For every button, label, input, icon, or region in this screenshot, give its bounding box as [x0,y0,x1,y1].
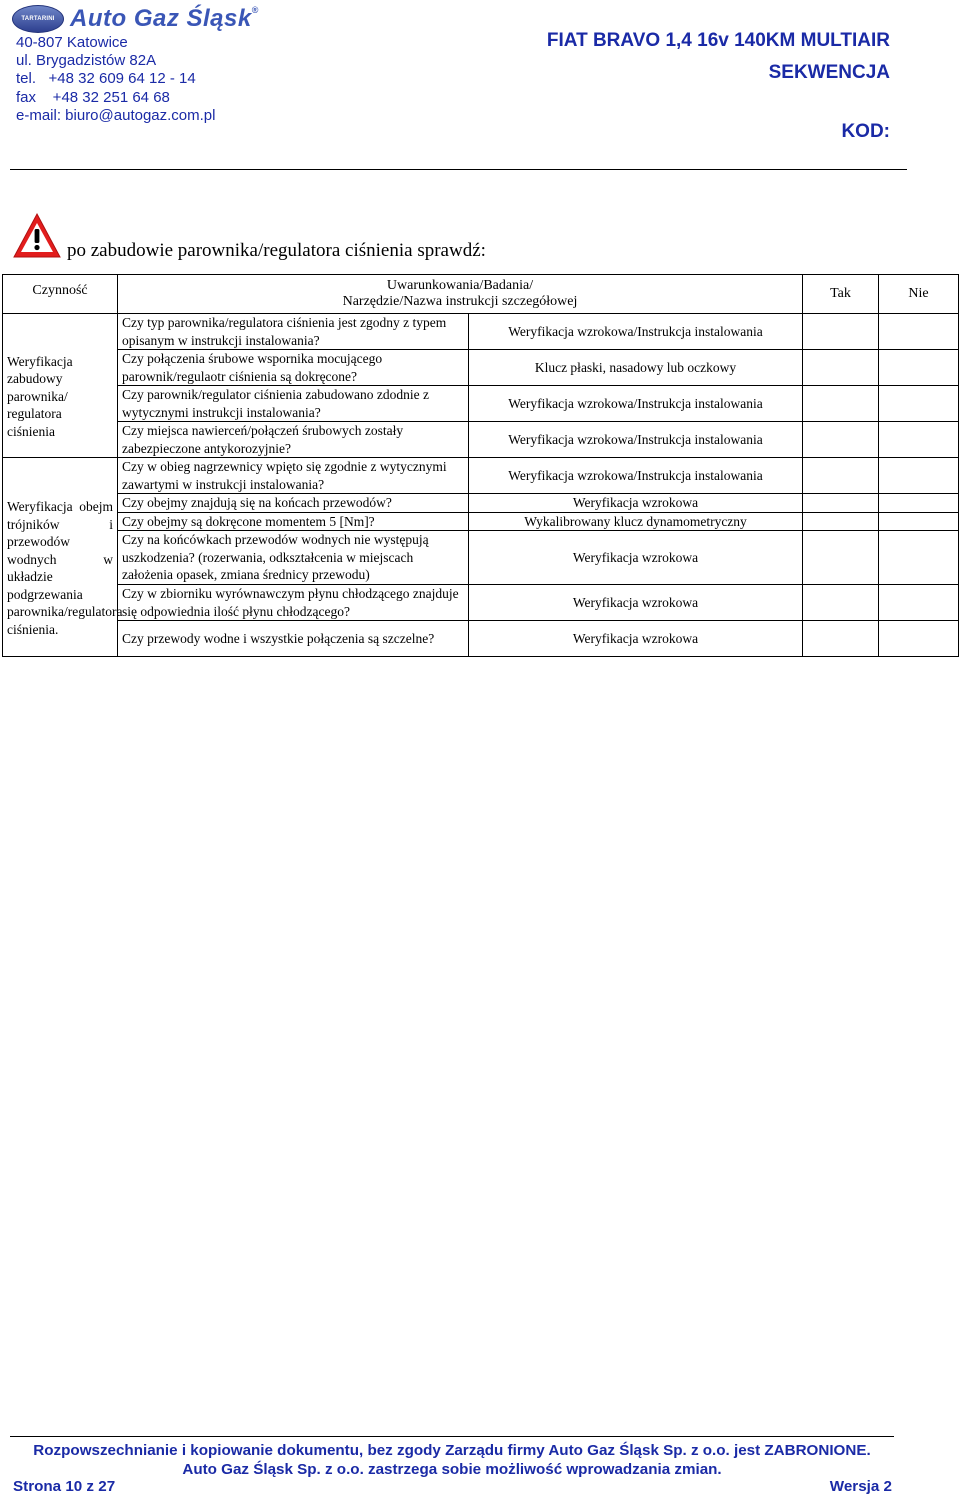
question-cell: Czy parownik/regulator ciśnienia zabudowano zdodnie z wytycznymi instrukcji instalowania? [118,386,469,422]
logo-badge: TARTARINI [12,5,64,33]
table-row [3,386,959,422]
nie-cell[interactable] [879,494,959,513]
question-cell: Czy na końcówkach przewodów wodnych nie występują uszkodzenia? (rozerwania, odkształcenia w miejscach założenia opasek, zmiana średnicy przewodu) [118,531,469,585]
footer-divider [10,1436,894,1437]
footer-copyright: Rozpowszechnianie i kopiowanie dokumentu, bez zgody Zarządu firmy Auto Gaz Śląsk Sp. z o.o. jest ZABRONIONE. [33,1442,871,1459]
tool-cell: Wykalibrowany klucz dynamometryczny [469,512,803,531]
tool-cell: Weryfikacja wzrokowa/Instrukcja instalowania [469,458,803,494]
nie-cell[interactable] [879,422,959,458]
nie-cell[interactable] [879,350,959,386]
table-row [3,422,959,458]
nie-cell[interactable] [879,512,959,531]
group-activity-2: Weryfikacja obejm trójników i przewodów wodnych w układzie podgrzewania parownika/regulatora ciśnienia. [3,458,118,657]
address-line: 40-807 Katowice [16,34,128,51]
question-cell: Czy obejmy są dokręcone momentem 5 [Nm]? [118,512,469,531]
table-row [3,458,959,494]
question-cell: Czy obejmy znajdują się na końcach przewodów? [118,494,469,513]
question-cell: Czy w obieg nagrzewnicy wpięto się zgodnie z wytycznymi zawartymi w instrukcji instalowania? [118,458,469,494]
address-line: tel. +48 32 609 64 12 - 14 [16,70,196,88]
footer-notice: Auto Gaz Śląsk Sp. z o.o. zastrzega sobie możliwość wprowadzania zmian. [182,1461,722,1478]
vehicle-title: FIAT BRAVO 1,4 16v 140KM MULTIAIR [546,30,890,51]
address-line: e-mail: biuro@autogaz.com.pl [16,106,216,124]
tak-cell[interactable] [803,512,879,531]
tak-cell[interactable] [803,531,879,585]
tak-cell[interactable] [803,621,879,657]
nie-cell[interactable] [879,531,959,585]
header-divider [10,169,907,170]
table-row [3,531,959,585]
table-row [3,621,959,657]
nie-cell[interactable] [879,621,959,657]
tool-cell: Weryfikacja wzrokowa [469,531,803,585]
tak-cell[interactable] [803,585,879,621]
table-header-row [3,275,959,314]
header-tak: Tak [803,275,879,314]
table-row [3,314,959,350]
section-title: po zabudowie parownika/regulatora ciśnienia sprawdź: [67,240,486,261]
tak-cell[interactable] [803,422,879,458]
header-czynnosc: Czynność [3,275,118,314]
question-cell: Czy w zbiorniku wyrównawczym płynu chłodzącego znajduje się odpowiednia ilość płynu chłodzącego? [118,585,469,621]
logo-text: Auto Gaz Śląsk® [70,5,259,32]
document-subtitle: SEKWENCJA [768,62,890,83]
table-row [3,494,959,513]
tool-cell: Weryfikacja wzrokowa/Instrukcja instalowania [469,422,803,458]
tool-cell: Klucz płaski, nasadowy lub oczkowy [469,350,803,386]
tak-cell[interactable] [803,314,879,350]
document-header-right [547,30,890,143]
nie-cell[interactable] [879,458,959,494]
document-version: Wersja 2 [829,1478,892,1495]
nie-cell[interactable] [879,585,959,621]
tool-cell: Weryfikacja wzrokowa/Instrukcja instalowania [469,386,803,422]
page-number: Strona 10 z 27 [13,1478,116,1495]
table-row [3,512,959,531]
nie-cell[interactable] [879,314,959,350]
question-cell: Czy miejsca nawierceń/połączeń śrubowych zostały zabezpieczone antykorozyjnie? [118,422,469,458]
tool-cell: Weryfikacja wzrokowa/Instrukcja instalowania [469,314,803,350]
warning-triangle-icon [12,211,62,261]
tak-cell[interactable] [803,458,879,494]
company-address [16,34,215,125]
header-uwarunkowania: Uwarunkowania/Badania/ Narzędzie/Nazwa instrukcji szczegółowej [118,275,803,314]
tool-cell: Weryfikacja wzrokowa [469,585,803,621]
header-nie: Nie [879,275,959,314]
tool-cell: Weryfikacja wzrokowa [469,621,803,657]
question-cell: Czy przewody wodne i wszystkie połączenia są szczelne? [118,621,469,657]
company-logo [12,4,259,34]
question-cell: Czy typ parownika/regulatora ciśnienia jest zgodny z typem opisanym w instrukcji instalowania? [118,314,469,350]
tool-cell: Weryfikacja wzrokowa [469,494,803,513]
address-line: fax +48 32 251 64 68 [16,88,170,106]
checklist-table [2,274,959,657]
group-activity-1: Weryfikacja zabudowy parownika/ regulatora ciśnienia [3,314,118,458]
question-cell: Czy połączenia śrubowe wspornika mocującego parownik/regulaotr ciśnienia są dokręcone? [118,350,469,386]
table-row [3,585,959,621]
table-row [3,350,959,386]
address-line: ul. Brygadzistów 82A [16,52,157,70]
tak-cell[interactable] [803,494,879,513]
tak-cell[interactable] [803,350,879,386]
tak-cell[interactable] [803,386,879,422]
nie-cell[interactable] [879,386,959,422]
code-label: KOD: [841,121,890,142]
